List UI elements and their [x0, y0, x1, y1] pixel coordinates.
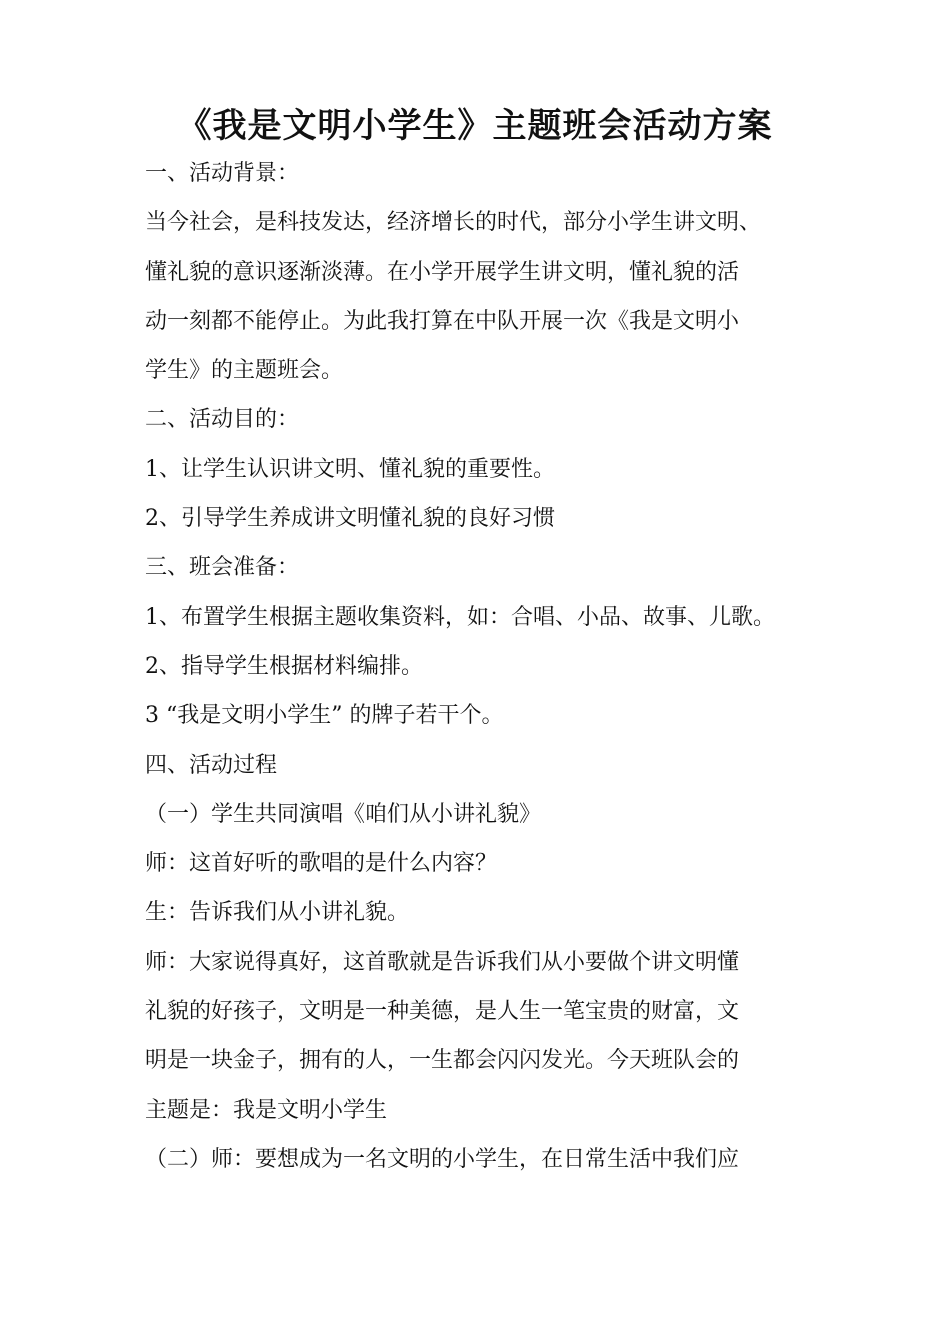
- section-heading-process: 四、活动过程: [145, 752, 278, 778]
- section-heading-preparation: 三、班会准备：: [145, 555, 300, 581]
- list-item: 2、指导学生根据材料编排。: [145, 653, 423, 679]
- subsection-heading: （一）学生共同演唱《咱们从小讲礼貌》: [145, 801, 542, 827]
- paragraph-line: 动一刻都不能停止。为此我打算在中队开展一次《我是文明小: [145, 308, 740, 334]
- section-heading-background: 一、活动背景：: [145, 161, 300, 186]
- dialogue-line: 师：这首好听的歌唱的是什么内容？: [145, 851, 498, 877]
- dialogue-line: 生：告诉我们从小讲礼貌。: [145, 900, 410, 926]
- list-item: 1、布置学生根据主题收集资料，如：合唱、小品、故事、儿歌。: [145, 604, 775, 630]
- paragraph-line: 明是一块金子，拥有的人，一生都会闪闪发光。今天班队会的: [145, 1048, 740, 1074]
- paragraph-line: 懂礼貌的意识逐渐淡薄。在小学开展学生讲文明，懂礼貌的活: [145, 259, 740, 285]
- paragraph-line: 礼貌的好孩子，文明是一种美德，是人生一笔宝贵的财富，文: [145, 999, 740, 1025]
- list-item: 1、让学生认识讲文明、懂礼貌的重要性。: [145, 456, 555, 482]
- paragraph-line: 当今社会，是科技发达，经济增长的时代，部分小学生讲文明、: [145, 210, 762, 236]
- paragraph-line: 学生》的主题班会。: [145, 358, 344, 384]
- subsection-heading: （二）师：要想成为一名文明的小学生，在日常生活中我们应: [145, 1146, 740, 1172]
- list-item: 2、引导学生养成讲文明懂礼貌的良好习惯: [145, 506, 555, 532]
- document-title: 《我是文明小学生》主题班会活动方案: [177, 106, 773, 146]
- paragraph-line: 主题是：我是文明小学生: [145, 1097, 388, 1123]
- dialogue-line: 师：大家说得真好，这首歌就是告诉我们从小要做个讲文明懂: [145, 949, 740, 975]
- section-heading-goals: 二、活动目的：: [145, 407, 300, 433]
- list-item: 3 “我是文明小学生” 的牌子若干个。: [145, 703, 504, 729]
- document-body: [145, 149, 835, 1184]
